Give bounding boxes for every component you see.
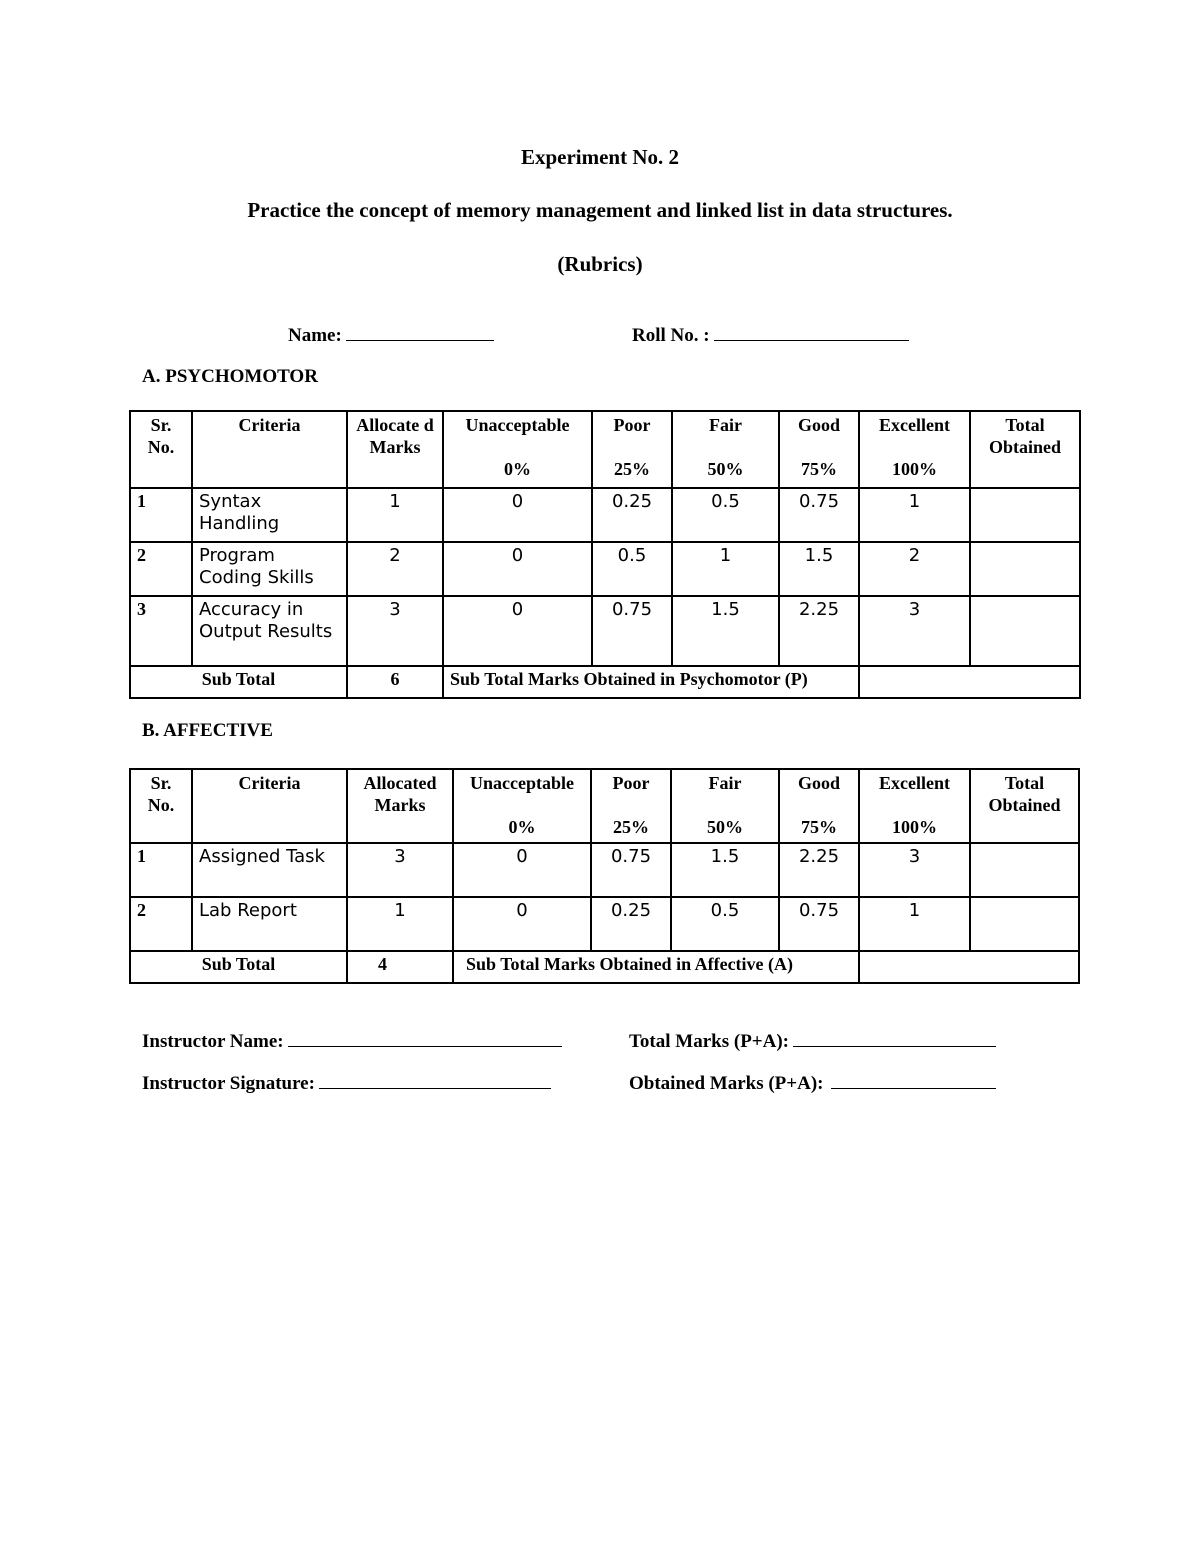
row-poor: 0.25 bbox=[591, 897, 671, 951]
row-poor: 0.75 bbox=[592, 596, 672, 666]
row-good: 1.5 bbox=[779, 542, 859, 596]
row-good: 2.25 bbox=[779, 596, 859, 666]
header-total: Total Obtained bbox=[970, 769, 1079, 843]
row-sr: 2 bbox=[130, 542, 192, 596]
table-header-row bbox=[130, 411, 1080, 488]
row-excellent: 1 bbox=[859, 897, 970, 951]
header-pct: 75% bbox=[801, 817, 837, 837]
subtotal-label: Sub Total bbox=[130, 951, 347, 983]
header-label: Poor bbox=[613, 415, 651, 435]
table-row bbox=[130, 596, 1080, 666]
row-excellent: 1 bbox=[859, 488, 970, 542]
header-allocated: Allocated Marks bbox=[347, 769, 453, 843]
rubrics-label: (Rubrics) bbox=[557, 252, 643, 276]
affective-table bbox=[129, 768, 1080, 984]
row-unacceptable: 0 bbox=[443, 488, 592, 542]
row-good: 2.25 bbox=[779, 843, 859, 897]
instructor-signature-field bbox=[142, 1070, 551, 1095]
header-criteria: Criteria bbox=[192, 411, 347, 488]
obtained-marks-field bbox=[629, 1070, 996, 1095]
row-unacceptable: 0 bbox=[453, 897, 591, 951]
header-label: Fair bbox=[708, 773, 742, 793]
header-criteria: Criteria bbox=[192, 769, 347, 843]
header-pct: 50% bbox=[707, 817, 743, 837]
table-row bbox=[130, 897, 1079, 951]
header-label: Good bbox=[797, 415, 840, 435]
header-label: Excellent bbox=[879, 773, 950, 793]
subtotal-value: 6 bbox=[347, 666, 443, 698]
header-pct: 25% bbox=[613, 817, 649, 837]
subtotal-label: Sub Total bbox=[130, 666, 347, 698]
row-criteria: Syntax Handling bbox=[192, 488, 347, 542]
affective-title: B. AFFECTIVE bbox=[142, 720, 273, 741]
table-row bbox=[130, 488, 1080, 542]
row-good: 0.75 bbox=[779, 488, 859, 542]
row-sr: 1 bbox=[130, 843, 192, 897]
row-criteria: Accuracy in Output Results bbox=[192, 596, 347, 666]
row-excellent: 3 bbox=[859, 843, 970, 897]
header-label: Fair bbox=[709, 415, 742, 435]
header-label: Unacceptable bbox=[470, 773, 574, 793]
experiment-title: Experiment No. 2 bbox=[520, 145, 680, 169]
name-field bbox=[288, 322, 494, 347]
row-excellent: 3 bbox=[859, 596, 970, 666]
row-criteria: Assigned Task bbox=[192, 843, 347, 897]
header-unacceptable bbox=[453, 769, 591, 843]
row-fair: 0.5 bbox=[672, 488, 779, 542]
header-sr: Sr. No. bbox=[130, 769, 192, 843]
subtotal-text: Sub Total Marks Obtained in Psychomotor (P) bbox=[443, 666, 859, 698]
row-criteria: Program Coding Skills bbox=[192, 542, 347, 596]
row-allocated: 3 bbox=[347, 596, 443, 666]
row-total-obtained[interactable] bbox=[970, 897, 1079, 951]
header-excellent bbox=[859, 411, 970, 488]
header-good bbox=[779, 769, 859, 843]
subtotal-row bbox=[130, 666, 1080, 698]
header-label: Unacceptable bbox=[465, 415, 570, 435]
row-poor: 0.5 bbox=[592, 542, 672, 596]
row-criteria: Lab Report bbox=[192, 897, 347, 951]
subtotal-row bbox=[130, 951, 1079, 983]
total-marks-line[interactable] bbox=[793, 1028, 996, 1047]
instructor-signature-line[interactable] bbox=[319, 1070, 551, 1089]
header-pct: 25% bbox=[614, 459, 650, 479]
row-total-obtained[interactable] bbox=[970, 542, 1080, 596]
row-excellent: 2 bbox=[859, 542, 970, 596]
row-total-obtained[interactable] bbox=[970, 843, 1079, 897]
total-marks-label: Total Marks (P+A): bbox=[629, 1031, 789, 1052]
roll-input-line[interactable] bbox=[714, 322, 909, 341]
subtotal-obtained[interactable] bbox=[859, 951, 1079, 983]
name-label: Name: bbox=[288, 325, 342, 346]
instructor-name-label: Instructor Name: bbox=[142, 1031, 284, 1052]
row-sr: 2 bbox=[130, 897, 192, 951]
row-unacceptable: 0 bbox=[443, 542, 592, 596]
obtained-marks-line[interactable] bbox=[831, 1070, 996, 1089]
row-total-obtained[interactable] bbox=[970, 596, 1080, 666]
row-good: 0.75 bbox=[779, 897, 859, 951]
table-row bbox=[130, 843, 1079, 897]
row-unacceptable: 0 bbox=[443, 596, 592, 666]
row-allocated: 3 bbox=[347, 843, 453, 897]
header-pct: 0% bbox=[504, 459, 531, 479]
subtotal-obtained[interactable] bbox=[859, 666, 1080, 698]
row-unacceptable: 0 bbox=[453, 843, 591, 897]
header-good bbox=[779, 411, 859, 488]
roll-label: Roll No. : bbox=[632, 325, 710, 346]
row-sr: 1 bbox=[130, 488, 192, 542]
row-allocated: 1 bbox=[347, 488, 443, 542]
header-label: Good bbox=[797, 773, 840, 793]
header-pct: 75% bbox=[801, 459, 837, 479]
header-label: Excellent bbox=[879, 415, 950, 435]
header-pct: 100% bbox=[892, 817, 937, 837]
row-allocated: 1 bbox=[347, 897, 453, 951]
obtained-marks-label: Obtained Marks (P+A): bbox=[629, 1073, 824, 1094]
row-poor: 0.25 bbox=[592, 488, 672, 542]
row-allocated: 2 bbox=[347, 542, 443, 596]
header-total: Total Obtained bbox=[970, 411, 1080, 488]
row-fair: 1 bbox=[672, 542, 779, 596]
header-sr: Sr. No. bbox=[130, 411, 192, 488]
header-fair bbox=[671, 769, 779, 843]
row-fair: 1.5 bbox=[671, 843, 779, 897]
header-unacceptable bbox=[443, 411, 592, 488]
table-row bbox=[130, 542, 1080, 596]
header-excellent bbox=[859, 769, 970, 843]
row-fair: 1.5 bbox=[672, 596, 779, 666]
psychomotor-title: A. PSYCHOMOTOR bbox=[142, 366, 318, 387]
table-header-row bbox=[130, 769, 1079, 843]
row-sr: 3 bbox=[130, 596, 192, 666]
header-pct: 0% bbox=[508, 817, 536, 837]
header-fair bbox=[672, 411, 779, 488]
header-poor bbox=[591, 769, 671, 843]
header-pct: 100% bbox=[892, 459, 937, 479]
row-total-obtained[interactable] bbox=[970, 488, 1080, 542]
header-pct: 50% bbox=[707, 459, 744, 479]
experiment-subject: Practice the concept of memory management and linked list in data structures. bbox=[247, 198, 953, 222]
subtotal-value: 4 bbox=[347, 951, 453, 983]
total-marks-field bbox=[629, 1028, 996, 1053]
header-label: Poor bbox=[612, 773, 650, 793]
row-fair: 0.5 bbox=[671, 897, 779, 951]
header-poor bbox=[592, 411, 672, 488]
instructor-signature-label: Instructor Signature: bbox=[142, 1073, 315, 1094]
header-allocated: Allocate d Marks bbox=[347, 411, 443, 488]
row-poor: 0.75 bbox=[591, 843, 671, 897]
name-input-line[interactable] bbox=[346, 322, 494, 341]
instructor-name-field bbox=[142, 1028, 562, 1053]
subtotal-text: Sub Total Marks Obtained in Affective (A) bbox=[453, 951, 859, 983]
roll-field bbox=[632, 322, 909, 347]
psychomotor-table bbox=[129, 410, 1081, 699]
instructor-name-line[interactable] bbox=[288, 1028, 562, 1047]
